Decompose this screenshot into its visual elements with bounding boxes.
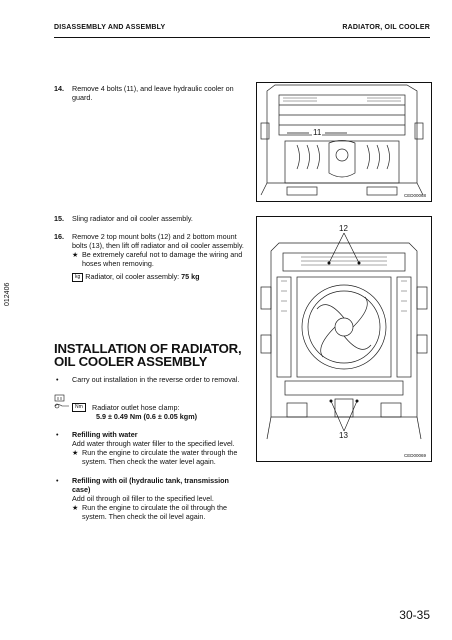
callout-11: 11 xyxy=(313,128,322,137)
figure-illustration xyxy=(257,83,431,201)
section-title-line-2: OIL COOLER ASSEMBLY xyxy=(54,354,208,369)
torque-spec xyxy=(54,394,244,420)
bullet-dot: • xyxy=(56,430,59,439)
figure-code: CED00069 xyxy=(403,453,426,458)
figure-code: CED00068 xyxy=(403,193,426,198)
figure-radiator-mount-bolts xyxy=(256,216,432,462)
water-text: Add water through water filler to the specified level. xyxy=(72,439,235,448)
section-title-line-1: INSTALLATION OF RADIATOR, xyxy=(54,341,242,356)
oil-note: Run the engine to circulate the oil through the system. Then check the oil level again. xyxy=(82,503,228,521)
star-icon: ★ xyxy=(72,503,79,512)
step-14 xyxy=(54,84,244,102)
torque-wrench-icon xyxy=(54,394,70,412)
section-title xyxy=(54,342,254,368)
water-title: Refilling with water xyxy=(72,430,138,439)
page-number: 30-35 xyxy=(399,608,430,622)
step-text: Remove 4 bolts (11), and leave hydraulic cooler on guard. xyxy=(72,84,234,102)
page-header xyxy=(54,24,430,38)
step-16 xyxy=(54,232,244,282)
figure-illustration xyxy=(257,217,431,461)
installation-instructions xyxy=(54,375,244,521)
figure-hydraulic-cooler-bolts xyxy=(256,82,432,202)
torque-unit-icon: Nm xyxy=(72,403,86,412)
header-rule xyxy=(54,37,430,38)
header-section-title: DISASSEMBLY AND ASSEMBLY xyxy=(54,24,166,31)
water-note: Run the engine to circulate the water through the system. Then check the water level again. xyxy=(82,448,238,466)
bullet-dot: • xyxy=(56,375,59,384)
step-number: 14. xyxy=(54,84,64,93)
torque-label: Radiator outlet hose clamp: xyxy=(92,403,180,412)
weight-value: 75 kg xyxy=(181,272,200,281)
star-icon: ★ xyxy=(72,448,79,457)
weight-icon: kg xyxy=(72,273,83,282)
caution-note: Be extremely careful not to damage the wiring and hoses when removing. xyxy=(82,250,243,268)
step-number: 16. xyxy=(54,232,64,241)
oil-text: Add oil through oil filler to the specified level. xyxy=(72,494,214,503)
weight-label: Radiator, oil cooler assembly: xyxy=(85,272,180,281)
step-15 xyxy=(54,214,244,223)
side-document-code: 012406 xyxy=(4,282,11,306)
install-text: Carry out installation in the reverse order to removal. xyxy=(72,375,240,384)
step-number: 15. xyxy=(54,214,64,223)
star-icon: ★ xyxy=(72,250,79,259)
oil-title: Refilling with oil (hydraulic tank, transmission case) xyxy=(72,476,229,494)
header-topic-title: RADIATOR, OIL COOLER xyxy=(342,24,430,31)
step-text: Remove 2 top mount bolts (12) and 2 bottom mount bolts (13), then lift off radiator and oil cooler assembly. xyxy=(72,232,244,250)
torque-value: 5.9 ± 0.49 Nm (0.6 ± 0.05 kgm) xyxy=(96,412,197,421)
bullet-dot: • xyxy=(56,476,59,485)
callout-12: 12 xyxy=(339,224,348,233)
callout-13: 13 xyxy=(339,431,348,440)
step-text: Sling radiator and oil cooler assembly. xyxy=(72,214,193,223)
